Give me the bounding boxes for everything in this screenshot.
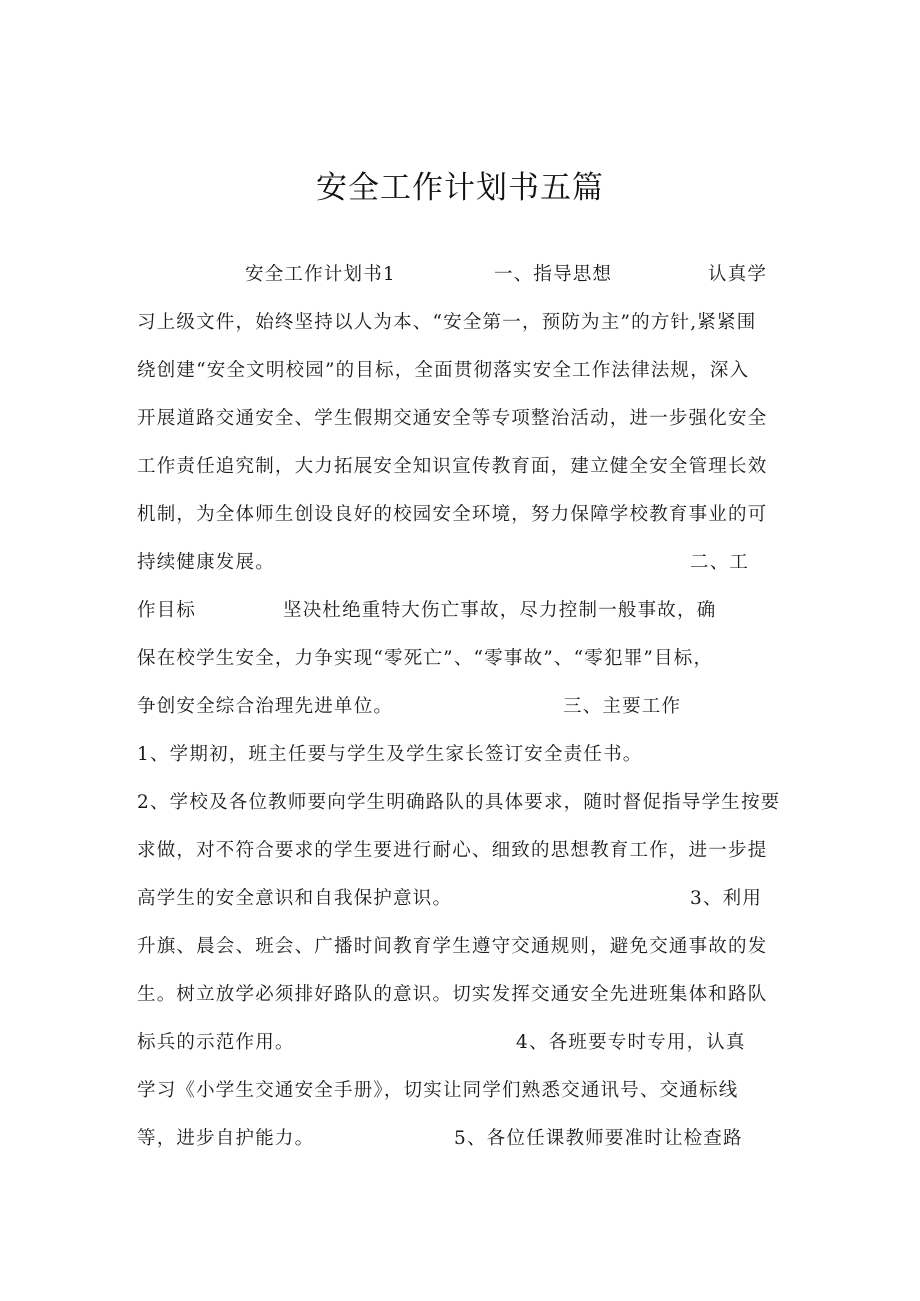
text-segment: 2、学校及各位教师要向学生明确路队的具体要求，随时督促指导学生按要 (137, 792, 781, 813)
document-title: 安全工作计划书五篇 (316, 170, 604, 206)
text-line (0, 395, 920, 443)
text-line (0, 251, 920, 299)
text-line (0, 875, 920, 923)
text-segment: 标兵的示范作用。 (137, 1032, 295, 1053)
text-segment: 习上级文件，始终坚持以人为本、“安全第一，预防为主”的方针,紧紧围 (137, 312, 757, 333)
text-line (0, 299, 920, 347)
text-line (0, 1115, 920, 1163)
text-segment: 学习《小学生交通安全手册》，切实让同学们熟悉交通讯号、交通标线 (137, 1080, 739, 1101)
text-segment: 开展道路交通安全、学生假期交通安全等专项整治活动，进一步强化安全 (137, 408, 768, 429)
text-segment: 二、工 (690, 552, 750, 573)
text-segment: 等，进步自护能力。 (137, 1128, 315, 1149)
text-line (0, 443, 920, 491)
text-line (0, 635, 920, 683)
text-segment: 高学生的安全意识和自我保护意识。 (137, 888, 453, 909)
text-segment: 保在校学生安全，力争实现“零死亡”、“零事故”、“零犯罪”目标， (137, 648, 714, 669)
text-line (0, 347, 920, 395)
text-segment: 升旗、晨会、班会、广播时间教育学生遵守交通规则，避免交通事故的发 (137, 936, 768, 957)
text-line (0, 539, 920, 587)
text-line (0, 779, 920, 827)
text-line (0, 1067, 920, 1115)
text-line (0, 683, 920, 731)
text-segment: 争创安全综合治理先进单位。 (137, 696, 394, 717)
text-segment: 4、各班要专时专用，认真 (516, 1032, 746, 1053)
text-line (0, 827, 920, 875)
text-segment: 1、学期初，班主任要与学生及学生家长签订安全责任书。 (137, 744, 643, 765)
text-segment: 一、指导思想 (494, 264, 613, 285)
text-segment: 安全工作计划书1 (245, 264, 396, 285)
text-line (0, 971, 920, 1019)
text-segment: 机制，为全体师生创设良好的校园安全环境，努力保障学校教育事业的可 (137, 504, 768, 525)
text-line (0, 587, 920, 635)
text-segment: 3、利用 (690, 888, 763, 909)
text-segment: 5、各位任课教师要准时让检查路 (454, 1128, 743, 1149)
text-segment: 生。树立放学必须排好路队的意识。切实发挥交通安全先进班集体和路队 (137, 984, 768, 1005)
text-line (0, 923, 920, 971)
text-segment: 持续健康发展。 (137, 552, 275, 573)
text-segment: 作目标 (137, 600, 197, 621)
text-segment: 绕创建“安全文明校园”的目标，全面贯彻落实安全工作法律法规，深入 (137, 360, 750, 381)
text-line (0, 731, 920, 779)
text-segment: 认真学 (708, 264, 768, 285)
text-segment: 三、主要工作 (563, 696, 682, 717)
text-segment: 坚决杜绝重特大伤亡事故，尽力控制一般事故，确 (283, 600, 717, 621)
text-segment: 工作责任追究制，大力拓展安全知识宣传教育面，建立健全安全管理长效 (137, 456, 768, 477)
text-line (0, 1019, 920, 1067)
text-line (0, 491, 920, 539)
text-segment: 求做，对不符合要求的学生要进行耐心、细致的思想教育工作，进一步提 (137, 840, 768, 861)
